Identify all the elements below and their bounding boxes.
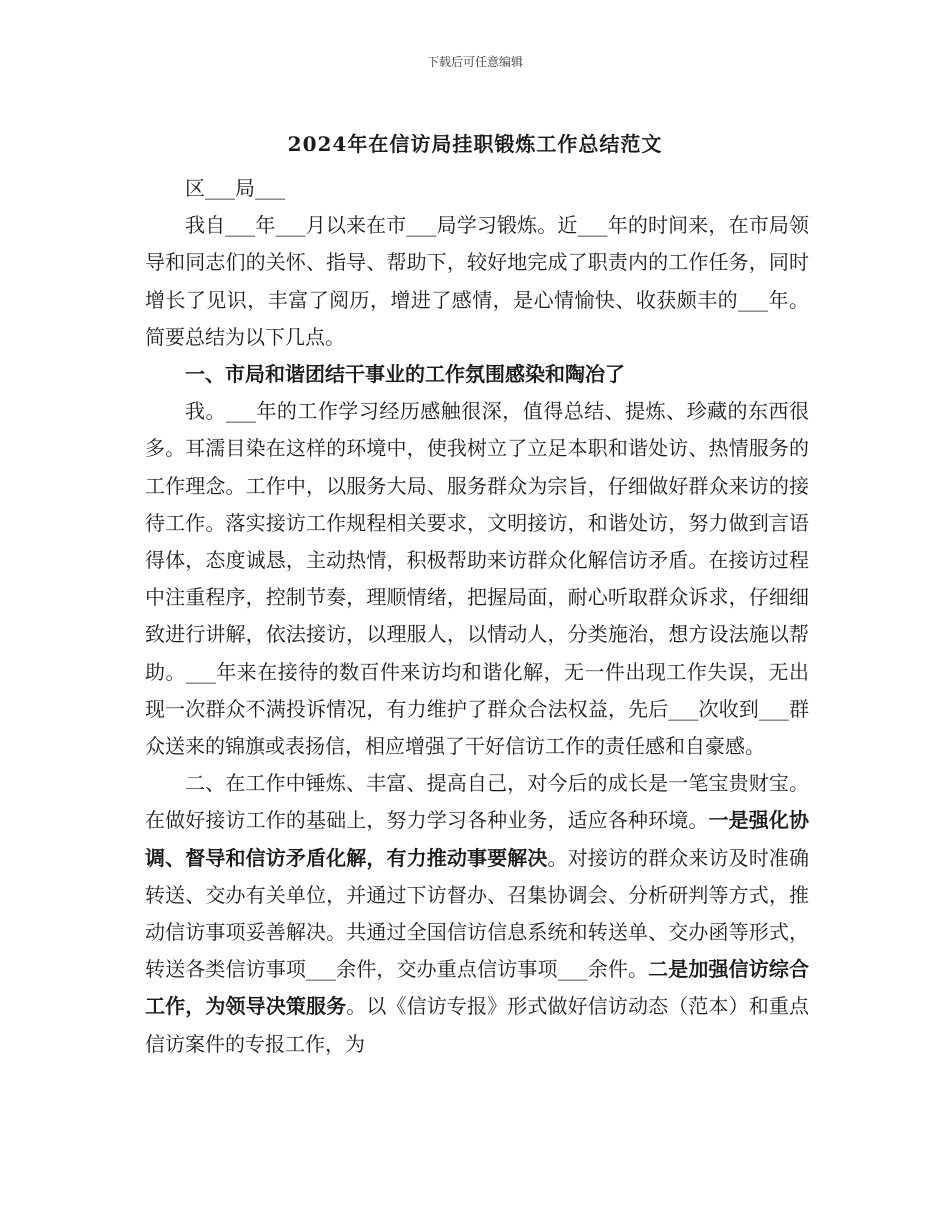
point-one-bold: 一是强化协调、督导和信访矛盾化解，有力推动事要解决	[145, 808, 809, 870]
point-two-bold: 二是加强信访综合工作，为领导决策服务	[145, 957, 810, 1019]
paragraph-section-2	[145, 765, 809, 1063]
paragraph-section-2-text: 二、在工作中锤炼、丰富、提高自己，对今后的成长是一笔宝贵财宝。在做好接访工作的基础上，努力学习各种业务，适应各种环境。	[145, 771, 809, 833]
point-two-text: 。以《信访专报》形式做好信访动态（范本）和重点信访案件的专报工作，为	[145, 994, 809, 1056]
paragraph-intro: 我自___年___月以来在市___局学习锻炼。近___年的时间来，在市局领导和同志们的关怀、指导、帮助下，较好地完成了职责内的工作任务，同时增长了见识，丰富了阅历，增进了感情，是心情愉快、收获颇丰的___年。简要总结为以下几点。	[145, 213, 809, 349]
point-one-text: 。对接访的群众来访及时准确转送、交办有关单位，并通过下访督办、召集协调会、分析研判等方式，推动信访事项妥善解决。共通过全国信访信息系统和转送单、交办函等形式，转送各类信访事项___余件，交办重点信访事项___余件。	[145, 845, 809, 982]
document-title: 2024年在信访局挂职锻炼工作总结范文	[287, 132, 663, 156]
header-note: 下载后可任意编辑	[426, 55, 523, 69]
paragraph-section-1: 我。___年的工作学习经历感触很深，值得总结、提炼、珍藏的东西很多。耳濡目染在这样的环境中，使我树立了立足本职和谐处访、热情服务的工作理念。工作中，以服务大局、服务群众为宗旨，仔细做好群众来访的接待工作。落实接访工作规程相关要求，文明接访，和谐处访，努力做到言语得体，态度诚恳，主动热情，积极帮助来访群众化解信访矛盾。在接访过程中注重程序，控制节奏，理顺情绪，把握局面，耐心听取群众诉求，仔细细致进行讲解，依法接访，以理服人，以情动人，分类施治，想方设法施以帮助。___年来在接待的数百件来访均和谐化解，无一件出现工作失误，无出现一次群众不满投诉情况，有力维护了群众合法权益，先后___次收到___群众送来的锦旗或表扬信，相应增强了干好信访工作的责任感和自豪感。	[145, 399, 809, 759]
document-body	[145, 170, 809, 1063]
paragraph-addressee: 区___局___	[185, 176, 285, 200]
section-heading-1: 一、市局和谐团结干事业的工作氛围感染和陶冶了	[185, 362, 625, 387]
